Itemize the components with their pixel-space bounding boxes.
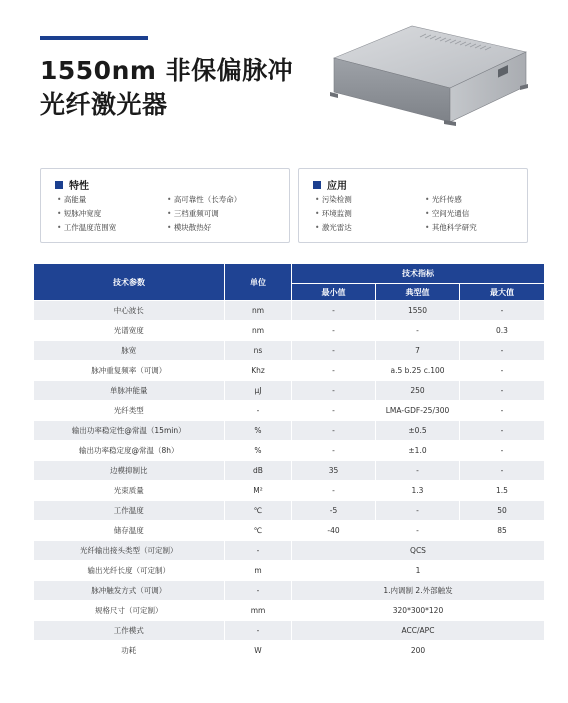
cell-spec-merged: 1 bbox=[292, 561, 545, 581]
cell-unit: ns bbox=[225, 341, 292, 361]
cell-unit: μJ bbox=[225, 381, 292, 401]
cell-param: 输出功率稳定性@常温（15min） bbox=[34, 421, 225, 441]
table-row bbox=[34, 621, 545, 641]
feature-item: • 高能量 bbox=[57, 194, 167, 205]
cell-param: 光谱宽度 bbox=[34, 321, 225, 341]
cell-unit: ℃ bbox=[225, 501, 292, 521]
cell-min: - bbox=[292, 381, 376, 401]
cell-spec-merged: QCS bbox=[292, 541, 545, 561]
cell-min: - bbox=[292, 361, 376, 381]
table-row bbox=[34, 361, 545, 381]
cell-unit: nm bbox=[225, 301, 292, 321]
cell-param: 规格尺寸（可定制） bbox=[34, 601, 225, 621]
feature-item: • 模块散热好 bbox=[167, 222, 241, 233]
cell-param: 脉宽 bbox=[34, 341, 225, 361]
table-row bbox=[34, 521, 545, 541]
cell-unit: M² bbox=[225, 481, 292, 501]
cell-param: 光纤输出接头类型（可定制） bbox=[34, 541, 225, 561]
table-row bbox=[34, 341, 545, 361]
cell-unit: Khz bbox=[225, 361, 292, 381]
table-row bbox=[34, 501, 545, 521]
header-max: 最大值 bbox=[460, 284, 545, 301]
cell-spec-merged: 200 bbox=[292, 641, 545, 661]
cell-max: 50 bbox=[460, 501, 545, 521]
cell-max: - bbox=[460, 441, 545, 461]
table-row bbox=[34, 581, 545, 601]
cell-typ: - bbox=[376, 321, 460, 341]
cell-param: 工作温度 bbox=[34, 501, 225, 521]
cell-param: 边模抑制比 bbox=[34, 461, 225, 481]
cell-min: - bbox=[292, 481, 376, 501]
cell-unit: - bbox=[225, 541, 292, 561]
features-title: 特性 bbox=[69, 181, 89, 192]
laser-device-image bbox=[330, 18, 530, 136]
header-min: 最小值 bbox=[292, 284, 376, 301]
features-header bbox=[55, 177, 89, 192]
title-line-2: 光纤激光器 bbox=[40, 90, 168, 119]
applications-title: 应用 bbox=[327, 181, 347, 192]
cell-min: - bbox=[292, 441, 376, 461]
applications-panel bbox=[298, 168, 528, 243]
cell-max: - bbox=[460, 361, 545, 381]
cell-typ: 1550 bbox=[376, 301, 460, 321]
cell-typ: - bbox=[376, 461, 460, 481]
application-item: • 空间光通信 bbox=[425, 208, 477, 219]
table-row bbox=[34, 401, 545, 421]
cell-max: 85 bbox=[460, 521, 545, 541]
cell-param: 功耗 bbox=[34, 641, 225, 661]
title-accent-bar bbox=[40, 36, 148, 40]
cell-unit: % bbox=[225, 421, 292, 441]
feature-item: • 短脉冲宽度 bbox=[57, 208, 167, 219]
cell-min: - bbox=[292, 321, 376, 341]
cell-max: - bbox=[460, 381, 545, 401]
cell-unit: mm bbox=[225, 601, 292, 621]
cell-typ: 1.3 bbox=[376, 481, 460, 501]
application-item: • 污染检测 bbox=[315, 194, 425, 205]
cell-max: 0.3 bbox=[460, 321, 545, 341]
table-row bbox=[34, 381, 545, 401]
cell-typ: - bbox=[376, 521, 460, 541]
cell-unit: m bbox=[225, 561, 292, 581]
square-bullet-icon bbox=[55, 181, 63, 189]
header-typ: 典型值 bbox=[376, 284, 460, 301]
feature-item: • 工作温度范围宽 bbox=[57, 222, 167, 233]
cell-max: - bbox=[460, 401, 545, 421]
cell-typ: 250 bbox=[376, 381, 460, 401]
cell-param: 脉冲触发方式（可调） bbox=[34, 581, 225, 601]
title-line-1: 1550nm 非保偏脉冲 bbox=[40, 56, 294, 85]
cell-unit: W bbox=[225, 641, 292, 661]
cell-unit: - bbox=[225, 581, 292, 601]
table-row bbox=[34, 641, 545, 661]
feature-item: • 三档重频可调 bbox=[167, 208, 241, 219]
cell-param: 单脉冲能量 bbox=[34, 381, 225, 401]
cell-typ: LMA-GDF-25/300 bbox=[376, 401, 460, 421]
cell-param: 工作模式 bbox=[34, 621, 225, 641]
cell-param: 输出光纤长度（可定制） bbox=[34, 561, 225, 581]
cell-max: - bbox=[460, 341, 545, 361]
cell-typ: - bbox=[376, 501, 460, 521]
application-item: • 光纤传感 bbox=[425, 194, 477, 205]
cell-min: 35 bbox=[292, 461, 376, 481]
table-row bbox=[34, 301, 545, 321]
cell-unit: nm bbox=[225, 321, 292, 341]
header-param: 技术参数 bbox=[34, 264, 225, 301]
spec-table-body bbox=[34, 301, 545, 661]
application-item: • 激光雷达 bbox=[315, 222, 425, 233]
cell-min: - bbox=[292, 301, 376, 321]
application-item: • 其他科学研究 bbox=[425, 222, 477, 233]
table-row bbox=[34, 421, 545, 441]
cell-unit: dB bbox=[225, 461, 292, 481]
table-row bbox=[34, 601, 545, 621]
table-row bbox=[34, 541, 545, 561]
cell-typ: 7 bbox=[376, 341, 460, 361]
spec-table-head bbox=[34, 264, 545, 301]
cell-param: 输出功率稳定度@常温（8h） bbox=[34, 441, 225, 461]
cell-unit: % bbox=[225, 441, 292, 461]
cell-max: 1.5 bbox=[460, 481, 545, 501]
application-item: • 环境监测 bbox=[315, 208, 425, 219]
cell-param: 脉冲重复频率（可调） bbox=[34, 361, 225, 381]
page-title bbox=[40, 54, 293, 122]
table-row bbox=[34, 461, 545, 481]
header-unit: 单位 bbox=[225, 264, 292, 301]
cell-spec-merged: ACC/APC bbox=[292, 621, 545, 641]
cell-min: -5 bbox=[292, 501, 376, 521]
features-list bbox=[57, 194, 241, 233]
square-bullet-icon bbox=[313, 181, 321, 189]
cell-max: - bbox=[460, 301, 545, 321]
spec-table bbox=[33, 263, 545, 661]
cell-max: - bbox=[460, 421, 545, 441]
applications-header bbox=[313, 177, 347, 192]
cell-typ: ±0.5 bbox=[376, 421, 460, 441]
cell-typ: ±1.0 bbox=[376, 441, 460, 461]
cell-param: 光束质量 bbox=[34, 481, 225, 501]
feature-item: • 高可靠性（长寿命） bbox=[167, 194, 241, 205]
cell-min: -40 bbox=[292, 521, 376, 541]
cell-param: 光纤类型 bbox=[34, 401, 225, 421]
table-row bbox=[34, 321, 545, 341]
cell-spec-merged: 320*300*120 bbox=[292, 601, 545, 621]
cell-min: - bbox=[292, 421, 376, 441]
cell-param: 中心波长 bbox=[34, 301, 225, 321]
cell-unit: - bbox=[225, 401, 292, 421]
table-row bbox=[34, 561, 545, 581]
cell-min: - bbox=[292, 341, 376, 361]
cell-min: - bbox=[292, 401, 376, 421]
features-panel bbox=[40, 168, 290, 243]
cell-spec-merged: 1.内调制 2.外部触发 bbox=[292, 581, 545, 601]
cell-max: - bbox=[460, 461, 545, 481]
applications-list bbox=[315, 194, 477, 233]
cell-unit: - bbox=[225, 621, 292, 641]
table-row bbox=[34, 441, 545, 461]
header-spec: 技术指标 bbox=[292, 264, 545, 284]
table-row bbox=[34, 481, 545, 501]
cell-unit: ℃ bbox=[225, 521, 292, 541]
cell-param: 储存温度 bbox=[34, 521, 225, 541]
cell-typ: a.5 b.25 c.100 bbox=[376, 361, 460, 381]
